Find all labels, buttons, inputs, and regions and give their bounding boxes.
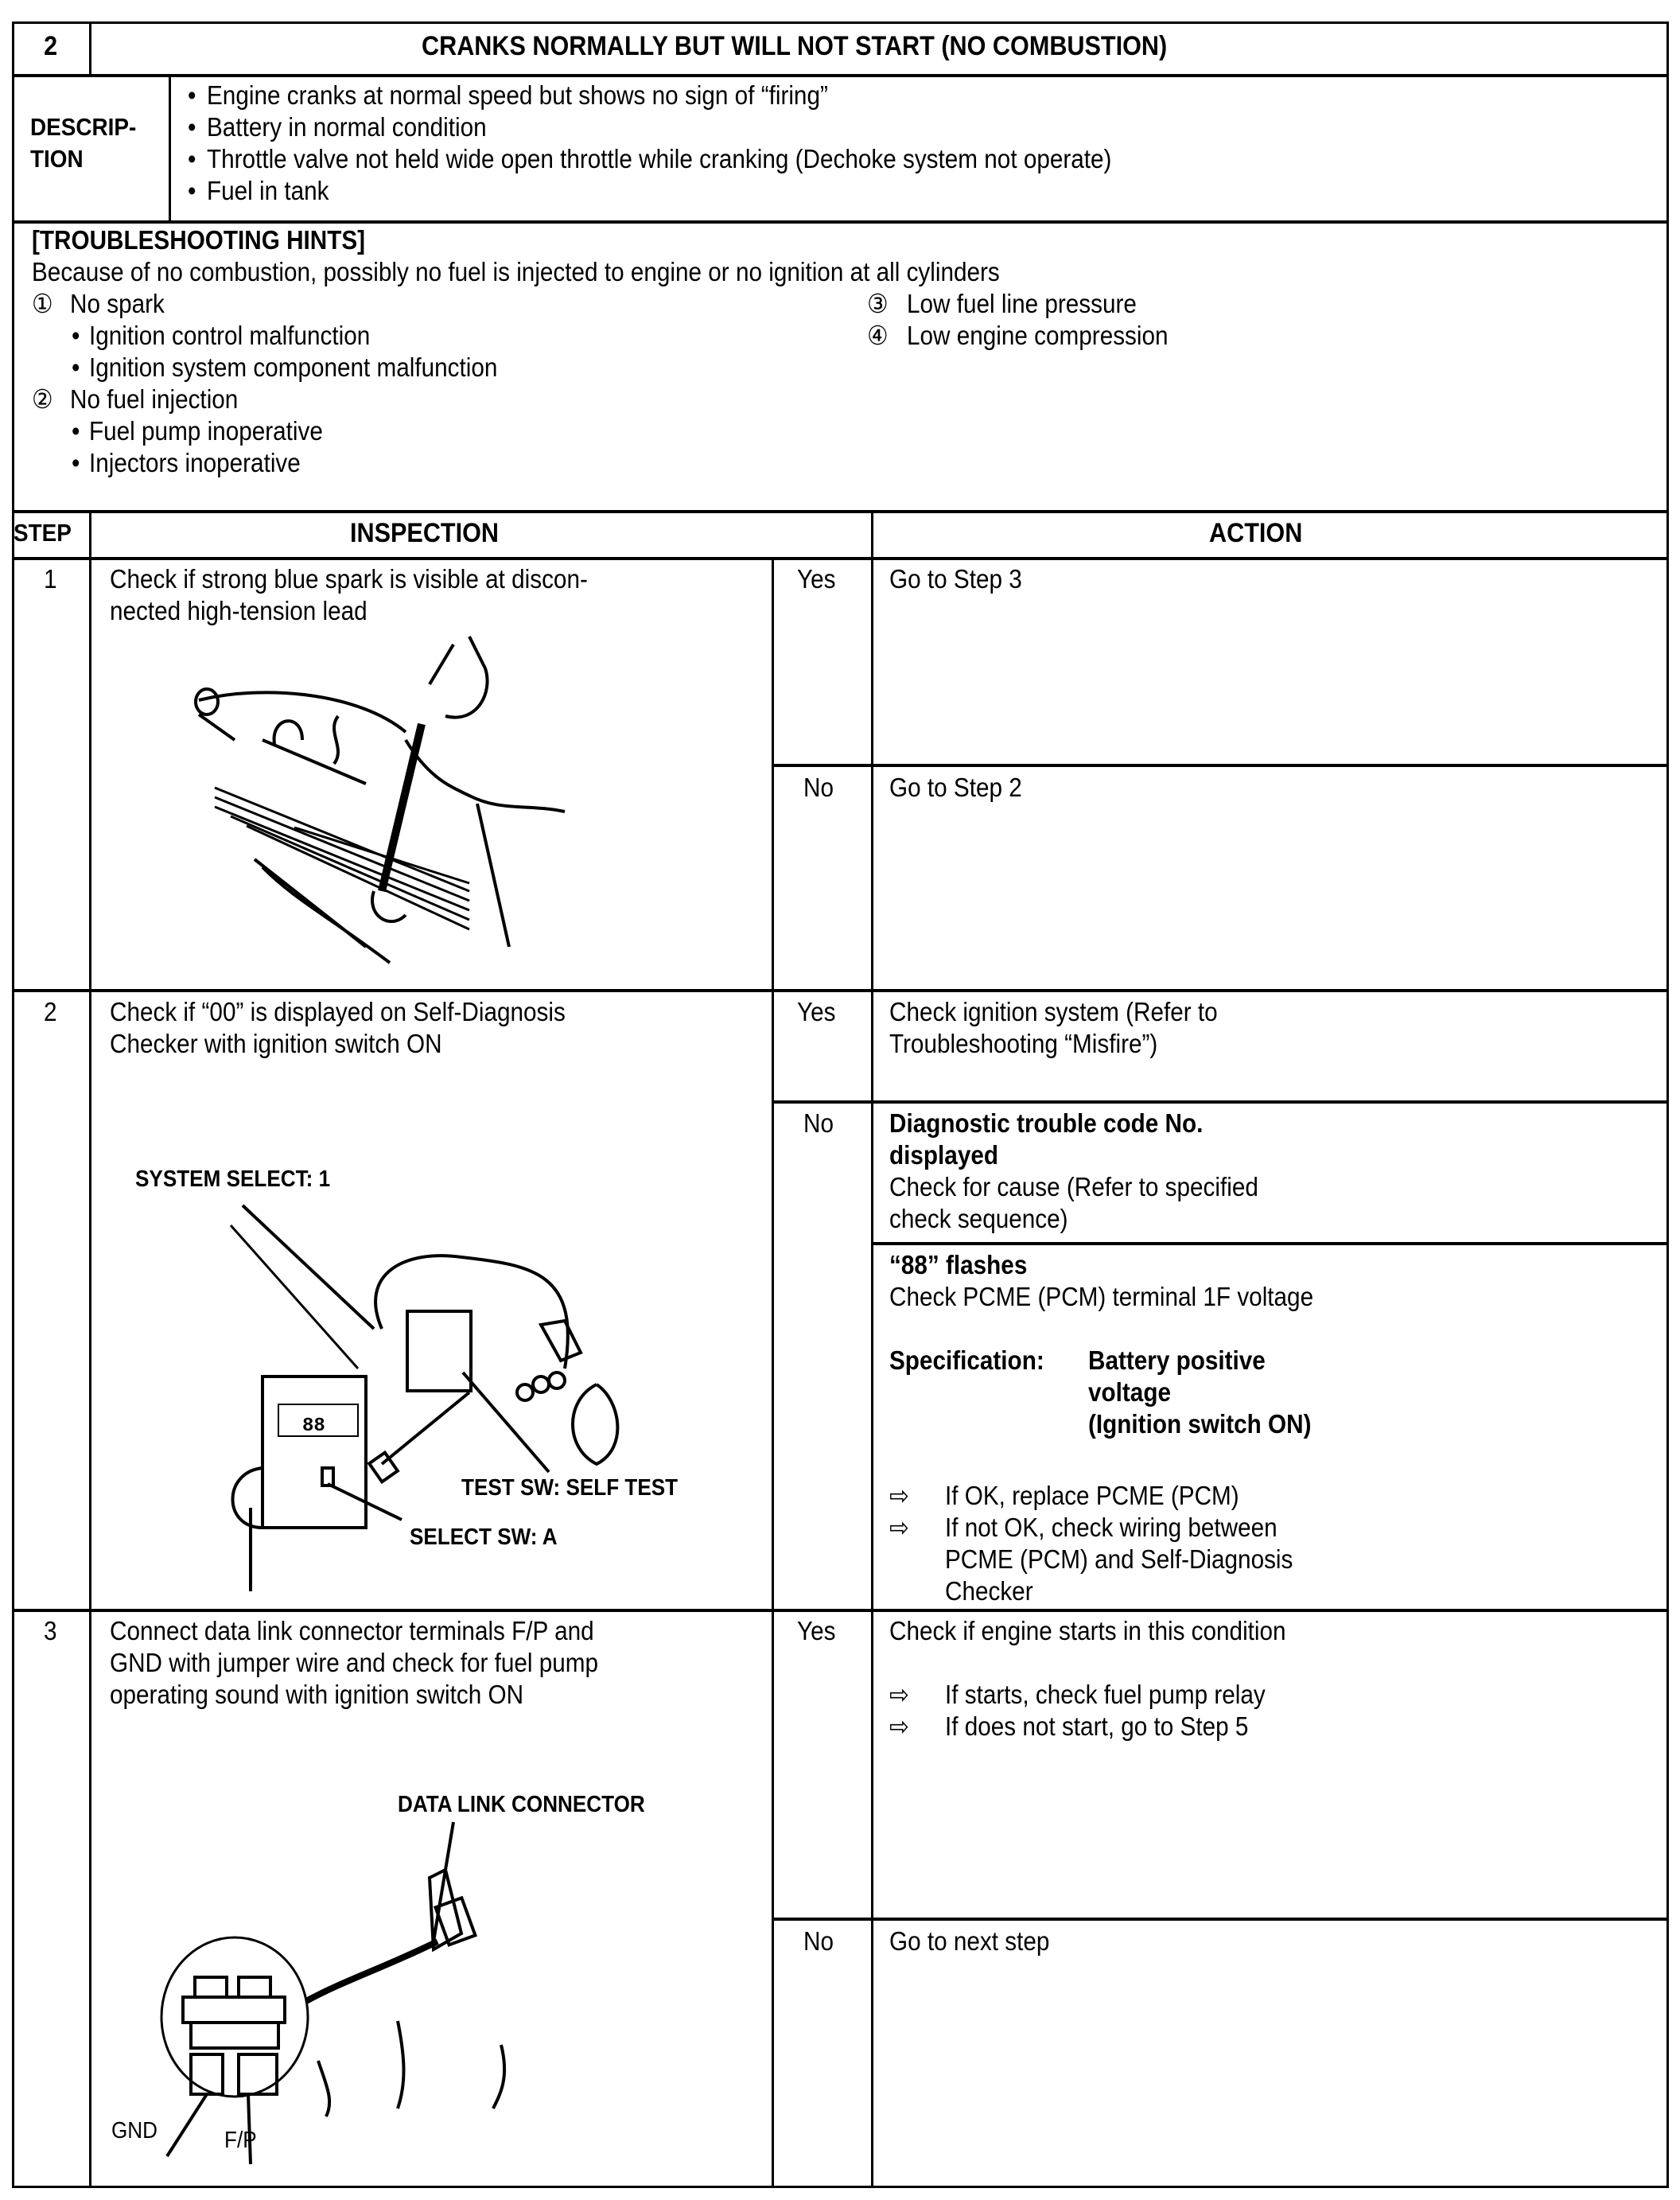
description-bullet: •: [188, 144, 196, 173]
divider: [772, 559, 774, 2188]
description-item: Throttle valve not held wide open throttle while cranking (Dechoke system not operate): [207, 144, 1112, 173]
no-label: No: [803, 1108, 834, 1138]
cause-number-icon: ④: [867, 321, 889, 350]
case-body: Check PCME (PCM) terminal 1F voltage: [889, 1282, 1314, 1311]
spec-value: voltage: [1088, 1377, 1171, 1407]
data-link-connector-illustration: [127, 1822, 644, 2124]
spark-plug-lead-illustration: [167, 629, 644, 979]
divider: [12, 557, 1669, 560]
step-inspection: nected high-tension lead: [110, 596, 368, 625]
divider: [89, 512, 91, 2188]
description-item: Engine cranks at normal speed but shows no sign of “firing”: [207, 80, 828, 110]
divider: [871, 512, 873, 2188]
divider: [12, 74, 1669, 77]
cause-sub: Fuel pump inoperative: [89, 416, 323, 446]
divider: [772, 1918, 1669, 1921]
divider: [12, 1609, 1669, 1612]
callout-label: GND: [111, 2118, 158, 2144]
step-inspection: Checker with ignition switch ON: [110, 1029, 442, 1058]
arrow-icon: ⇨: [889, 1481, 909, 1510]
cause-number-icon: ②: [32, 384, 53, 414]
yes-action: Troubleshooting “Misfire”): [889, 1029, 1158, 1058]
step-number: 3: [44, 1616, 57, 1645]
page-title: CRANKS NORMALLY BUT WILL NOT START (NO COMBUSTION): [422, 31, 1168, 61]
arrow-action: If OK, replace PCME (PCM): [945, 1481, 1239, 1510]
self-diagnosis-checker-illustration: [119, 1193, 636, 1528]
divider: [12, 989, 1669, 992]
case-heading: Diagnostic trouble code No.: [889, 1108, 1204, 1138]
divider: [12, 220, 1669, 224]
cause-bullet: •: [72, 352, 80, 382]
no-label: No: [803, 1926, 834, 1956]
cause-number-icon: ①: [32, 289, 53, 318]
callout-label: SYSTEM SELECT: 1: [135, 1166, 331, 1192]
cause-sub: Ignition control malfunction: [89, 321, 371, 350]
description-item: Battery in normal condition: [207, 112, 487, 142]
arrow-icon: ⇨: [889, 1513, 909, 1542]
description-bullet: •: [188, 176, 196, 205]
callout-label: TEST SW: SELF TEST: [461, 1475, 679, 1501]
yes-action: Go to Step 3: [889, 564, 1022, 594]
arrow-action: Checker: [945, 1576, 1033, 1606]
arrow-icon: ⇨: [889, 1711, 909, 1741]
step-inspection: Connect data link connector terminals F/P and: [110, 1616, 594, 1645]
step-inspection: GND with jumper wire and check for fuel pump: [110, 1648, 599, 1677]
arrow-action: If starts, check fuel pump relay: [945, 1680, 1266, 1709]
divider: [169, 76, 171, 222]
yes-label: Yes: [797, 564, 836, 594]
arrow-icon: ⇨: [889, 1680, 909, 1709]
step-inspection: Check if strong blue spark is visible at discon-: [110, 564, 588, 594]
column-header-step: STEP: [14, 519, 72, 547]
cause-sub: Ignition system component malfunction: [89, 352, 498, 382]
arrow-action: If does not start, go to Step 5: [945, 1711, 1249, 1741]
divider: [772, 764, 1669, 767]
divider: [871, 1242, 1669, 1245]
column-header-action: ACTION: [1209, 518, 1303, 548]
spec-value: (Ignition switch ON): [1088, 1409, 1312, 1439]
case-heading: displayed: [889, 1140, 999, 1170]
case-body: check sequence): [889, 1204, 1068, 1233]
yes-label: Yes: [797, 1616, 836, 1645]
cause-bullet: •: [72, 321, 80, 350]
no-action: Go to next step: [889, 1926, 1050, 1956]
description-item: Fuel in tank: [207, 176, 329, 205]
step-inspection: Check if “00” is displayed on Self-Diagnosis: [110, 997, 566, 1026]
cause-label: Low engine compression: [907, 321, 1169, 350]
hints-title: [TROUBLESHOOTING HINTS]: [32, 225, 366, 255]
no-label: No: [803, 773, 834, 802]
step-number: 2: [44, 997, 57, 1026]
yes-action: Check ignition system (Refer to: [889, 997, 1218, 1026]
case-heading: “88” flashes: [889, 1250, 1028, 1279]
cause-label: No fuel injection: [70, 384, 239, 414]
divider: [772, 1100, 1669, 1104]
section-number: 2: [44, 31, 58, 61]
cause-label: Low fuel line pressure: [907, 289, 1137, 318]
hints-intro: Because of no combustion, possibly no fuel is injected to engine or no ignition at all cylinders: [32, 257, 1000, 286]
step-inspection: operating sound with ignition switch ON: [110, 1680, 524, 1709]
cause-label: No spark: [70, 289, 165, 318]
divider: [89, 21, 91, 76]
cause-number-icon: ③: [867, 289, 889, 318]
cause-sub: Injectors inoperative: [89, 448, 301, 477]
callout-label: DATA LINK CONNECTOR: [398, 1792, 645, 1817]
column-header-inspection: INSPECTION: [350, 518, 500, 548]
yes-action: Check if engine starts in this condition: [889, 1616, 1286, 1645]
cause-bullet: •: [72, 416, 80, 446]
spec-value: Battery positive: [1088, 1345, 1266, 1375]
cause-bullet: •: [72, 448, 80, 477]
description-label: DESCRIP-: [30, 113, 137, 141]
description-bullet: •: [188, 112, 196, 142]
callout-label: SELECT SW: A: [410, 1524, 558, 1550]
description-label: TION: [30, 145, 84, 173]
checker-display: 88: [302, 1415, 325, 1437]
spec-label: Specification:: [889, 1345, 1044, 1375]
divider: [12, 510, 1669, 513]
no-action: Go to Step 2: [889, 773, 1022, 802]
case-body: Check for cause (Refer to specified: [889, 1172, 1258, 1201]
callout-label: F/P: [224, 2128, 257, 2153]
step-number: 1: [44, 564, 57, 594]
yes-label: Yes: [797, 997, 836, 1026]
arrow-action: PCME (PCM) and Self-Diagnosis: [945, 1544, 1293, 1574]
description-bullet: •: [188, 80, 196, 110]
arrow-action: If not OK, check wiring between: [945, 1513, 1278, 1542]
